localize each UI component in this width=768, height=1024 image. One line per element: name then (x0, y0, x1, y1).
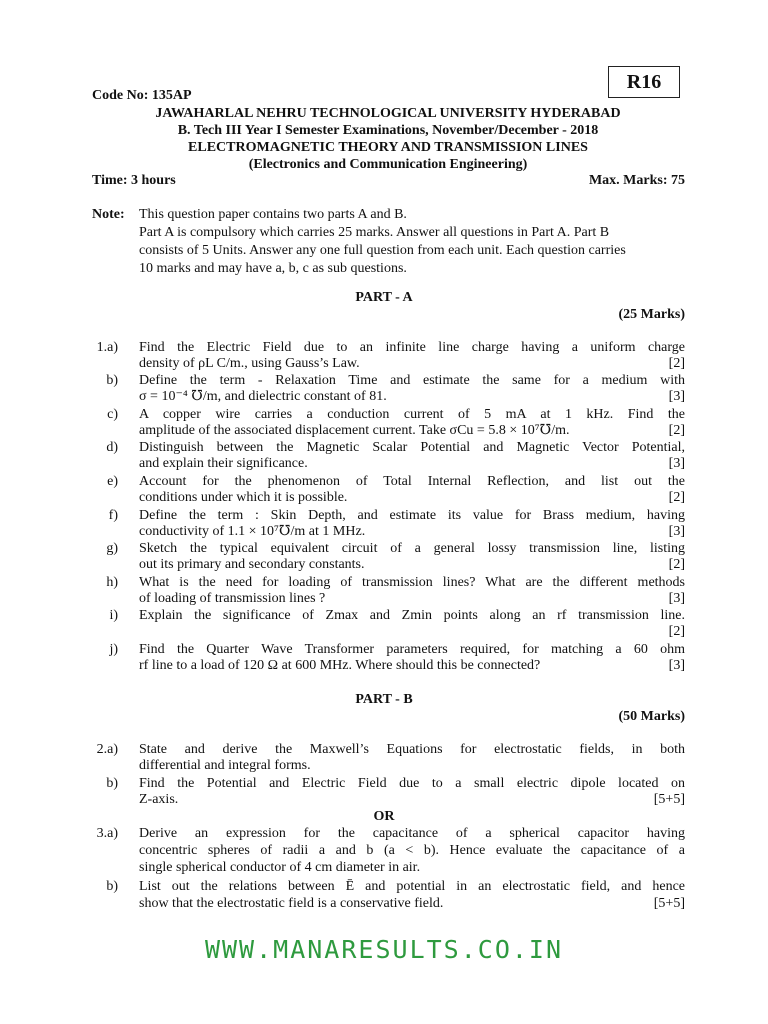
question-text: Define the term : Skin Depth, and estimate its value for Brass medium, having (139, 508, 685, 523)
question-text: density of ρL C/m., using Gauss’s Law. (139, 356, 360, 371)
question-text: differential and integral forms. (139, 758, 311, 773)
website-watermark: WWW.MANARESULTS.CO.IN (204, 935, 564, 964)
question-marks: [2] (668, 356, 685, 371)
question-text: Z-axis. (139, 792, 179, 807)
max-marks: Max. Marks: 75 (588, 173, 685, 188)
note-line: 10 marks and may have a, b, c as sub questions. (139, 261, 407, 276)
question-text: Define the term - Relaxation Time and estimate the same for a medium with (139, 373, 685, 388)
question-text: amplitude of the associated displacement current. Take σCu = 5.8 × 10⁷℧/m. (139, 423, 570, 438)
part-a-title: PART - A (355, 290, 413, 305)
question-text: Account for the phenomenon of Total Internal Reflection, and list out the (139, 474, 685, 489)
question-text: Find the Potential and Electric Field due to a small electric dipole located on (139, 776, 685, 791)
question-text: rf line to a load of 120 Ω at 600 MHz. Where should this be connected? (139, 658, 541, 673)
question-marks: [5+5] (653, 896, 685, 911)
exam-time: Time: 3 hours (92, 173, 176, 188)
question-marks: [2] (668, 557, 685, 572)
question-text: Sketch the typical equivalent circuit of a general lossy transmission line, listing (139, 541, 685, 556)
question-text: List out the relations between Ē and potential in an electrostatic field, and hence (139, 879, 685, 894)
question-text: Distinguish between the Magnetic Scalar Potential and Magnetic Vector Potential, (139, 440, 685, 455)
question-marks: [2] (668, 624, 685, 639)
question-text-cont (139, 524, 685, 541)
question-number: j) (109, 642, 118, 657)
question-number: h) (106, 575, 118, 590)
question-text: Find the Electric Field due to an infinite line charge having a uniform charge (139, 340, 685, 355)
question-text-cont (139, 591, 685, 608)
note-label: Note: (92, 207, 125, 222)
question-marks: [2] (668, 423, 685, 438)
question-text-cont (139, 658, 685, 675)
question-text: and explain their significance. (139, 456, 308, 471)
question-text-cont (139, 423, 685, 440)
question-text: Find the Quarter Wave Transformer parameters required, for matching a 60 ohm (139, 642, 685, 657)
question-number: c) (107, 407, 118, 422)
question-text: out its primary and secondary constants. (139, 557, 365, 572)
university-name: JAWAHARLAL NEHRU TECHNOLOGICAL UNIVERSITY HYDERABAD (155, 106, 621, 121)
question-text: A copper wire carries a conduction current of 5 mA at 1 kHz. Find the (139, 407, 685, 422)
code-number: Code No: 135AP (92, 88, 192, 103)
question-text-cont (139, 557, 685, 574)
note-line: This question paper contains two parts A and B. (139, 207, 407, 222)
question-text: Explain the significance of Zmax and Zmin points along an rf transmission line. (139, 608, 685, 623)
question-number: b) (106, 776, 118, 791)
part-b-title: PART - B (355, 692, 413, 707)
branch-name: (Electronics and Communication Engineering) (248, 157, 528, 172)
question-text: What is the need for loading of transmission lines? What are the different methods (139, 575, 685, 590)
question-number: g) (106, 541, 118, 556)
question-marks: [3] (668, 658, 685, 673)
question-number: 3.a) (96, 826, 118, 841)
question-marks: [2] (668, 490, 685, 505)
question-text-cont (139, 490, 685, 507)
question-number: b) (106, 879, 118, 894)
question-number: i) (109, 608, 118, 623)
question-marks: [3] (668, 456, 685, 471)
subject-title: ELECTROMAGNETIC THEORY AND TRANSMISSION LINES (188, 140, 588, 155)
question-marks: [3] (668, 591, 685, 606)
question-number: 2.a) (96, 742, 118, 757)
question-number: d) (106, 440, 118, 455)
regulation-box: R16 (608, 66, 680, 98)
question-text-cont (139, 356, 685, 373)
question-text: show that the electrostatic field is a conservative field. (139, 896, 444, 911)
question-text: single spherical conductor of 4 cm diameter in air. (139, 860, 421, 875)
question-text-cont (139, 456, 685, 473)
question-text: State and derive the Maxwell’s Equations for electrostatic fields, in both (139, 742, 685, 757)
part-a-marks: (25 Marks) (618, 307, 685, 322)
question-marks: [3] (668, 389, 685, 404)
part-b-marks: (50 Marks) (618, 709, 685, 724)
question-text: concentric spheres of radii a and b (a < b). Hence evaluate the capacitance of a (139, 843, 685, 858)
question-text-cont (139, 624, 685, 641)
question-text: of loading of transmission lines ? (139, 591, 326, 606)
question-text: Derive an expression for the capacitance of a spherical capacitor having (139, 826, 685, 841)
exam-title: B. Tech III Year I Semester Examinations, November/December - 2018 (177, 123, 599, 138)
question-number: f) (108, 508, 118, 523)
or-separator: OR (373, 809, 395, 824)
question-number: b) (106, 373, 118, 388)
question-text-cont (139, 896, 685, 913)
question-marks: [3] (668, 524, 685, 539)
question-text-cont (139, 792, 685, 809)
question-number: e) (107, 474, 118, 489)
question-text: conductivity of 1.1 × 10⁷℧/m at 1 MHz. (139, 524, 366, 539)
question-text: σ = 10⁻⁴ ℧/m, and dielectric constant of 81. (139, 389, 387, 404)
question-text-cont (139, 389, 685, 406)
question-number: 1.a) (96, 340, 118, 355)
question-marks: [5+5] (653, 792, 685, 807)
note-line: Part A is compulsory which carries 25 marks. Answer all questions in Part A. Part B (139, 225, 610, 240)
note-line: consists of 5 Units. Answer any one full question from each unit. Each question carries (139, 243, 626, 258)
question-text: conditions under which it is possible. (139, 490, 348, 505)
